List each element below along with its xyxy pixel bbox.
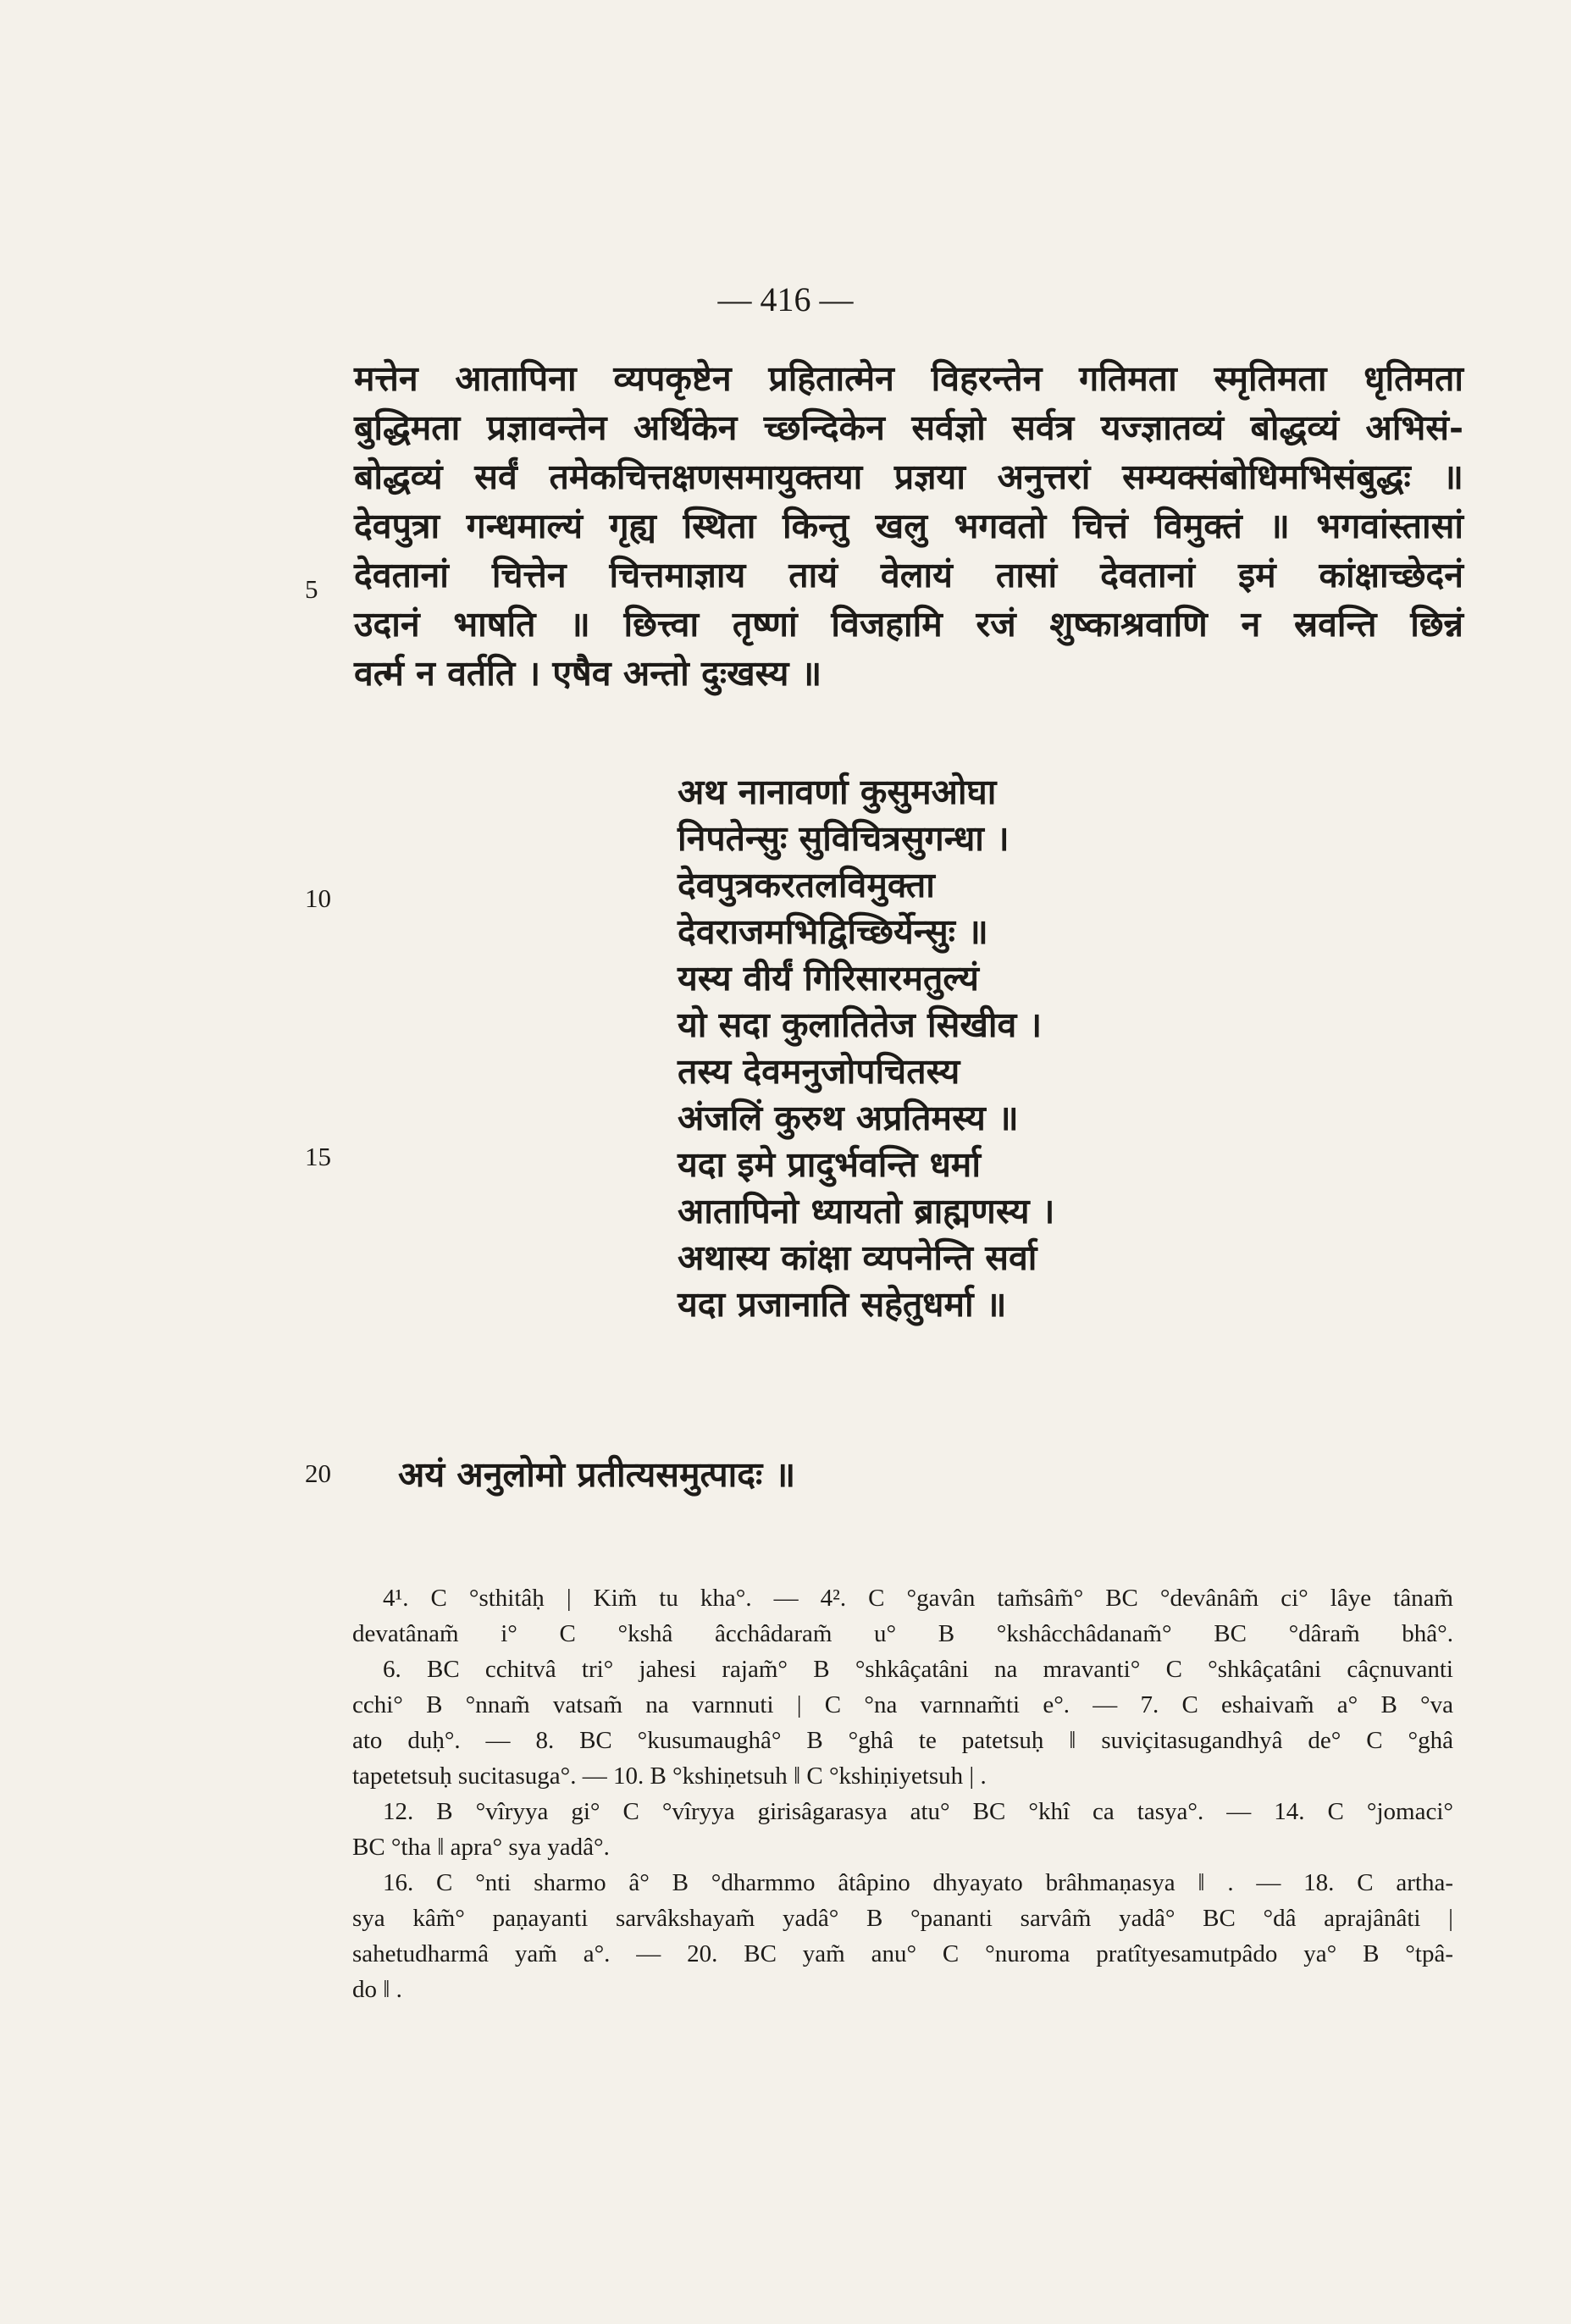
prose-line: बुद्धिमता प्रज्ञावन्तेन अर्थिकेन च्छन्दिकेन सर्वज्ञो सर्वत्र यज्ज्ञातव्यं बोद्धव्यं अभिसं- [354, 407, 1463, 448]
footnote-line: ato duḥ°. — 8. BC °kusumaughâ° B °ghâ te patetsuḥ ‖ suviçitasugandhyâ de° C °ghâ [352, 1727, 1453, 1754]
verse-line: देवपुत्रकरतलविमुक्ता [678, 865, 935, 905]
footnote-line: sya kâm̃° paṇayanti sarvâkshayam̃ yadâ° B °pananti sarvâm̃ yadâ° BC °dâ aprajânâti | [352, 1905, 1453, 1932]
prose-line: वर्त्म न वर्तति । एषैव अन्तो दुःखस्य ॥ [354, 653, 822, 694]
verse-block [678, 769, 1152, 1328]
footnote-line: 12. B °vîryya gi° C °vîryya girisâgarasya atu° BC °khî ca tasya°. — 14. C °jomaci° [383, 1798, 1453, 1825]
footnote-line: sahetudharmâ yam̃ a°. — 20. BC yam̃ anu° C °nuroma pratîtyesamutpâdo ya° B °tpâ- [352, 1940, 1453, 1967]
prose-line: उदानं भाषति ॥ छित्त्वा तृष्णां विजहामि रजं शुष्काश्रवाणि न स्रवन्ति छिन्नं [354, 604, 1463, 645]
footnote-line: BC °tha ‖ apra° sya yadâ°. [352, 1834, 610, 1861]
verse-line: तस्य देवमनुजोपचितस्य [678, 1051, 960, 1092]
footnote-line: 16. C °nti sharmo â° B °dharmmo âtâpino dhyayato brâhmaṇasya ‖ . — 18. C artha- [383, 1869, 1453, 1896]
footnote-line: tapetetsuḥ sucitasuga°. — 10. B °kshiṇetsuh ‖ C °kshiṇiyetsuh | . [352, 1762, 987, 1790]
prose-line: मत्तेन आतापिना व्यपकृष्टेन प्रहितात्मेन विहरन्तेन गतिमता स्मृतिमता धृतिमता [354, 358, 1463, 399]
verse-line: यो सदा कुलातितेज सिखीव । [678, 1004, 1043, 1045]
line-number: 20 [305, 1458, 331, 1488]
prose-paragraph [354, 354, 1463, 698]
prose-line: देवतानां चित्तेन चित्तमाज्ञाय तायं वेलायं तासां देवतानां इमं कांक्षाच्छेदनं [354, 555, 1463, 595]
line-number: 5 [305, 574, 318, 604]
verse-line: अथ नानावर्णा कुसुमओघा [678, 772, 997, 812]
verse-line: अंजलिं कुरुथ अप्रतिमस्य ॥ [678, 1098, 1019, 1138]
prose-line: देवपुत्रा गन्धमाल्यं गृह्य स्थिता किन्तु खलु भगवतो चित्तं विमुक्तं ॥ भगवांस्तासां [354, 506, 1463, 546]
verse-line: यस्य वीर्यं गिरिसारमतुल्यं [678, 958, 979, 999]
footnote-line: devatânam̃ i° C °kshâ âcchâdaram̃ u° B °kshâcchâdanam̃° BC °dâram̃ bhâ°. [352, 1620, 1453, 1647]
verse-line: यदा इमे प्रादुर्भवन्ति धर्मा [678, 1144, 981, 1185]
prose-line: बोद्धव्यं सर्वं तमेकचित्तक्षणसमायुक्तया प्रज्ञया अनुत्तरां सम्यक्संबोधिमभिसंबुद्धः ॥ [354, 456, 1463, 497]
verse-line: देवराजमभिद्विच्छिर्येन्सुः ॥ [678, 911, 988, 952]
page-number: — 416 — [717, 280, 854, 318]
footnote-line: 4¹. C °sthitâḥ | Kim̃ tu kha°. — 4². C °gavân tam̃sâm̃° BC °devânâm̃ ci° lâye tânam̃ [383, 1585, 1453, 1612]
footnote-line: cchi° B °nnam̃ vatsam̃ na varnnuti | C °na varnnam̃ti e°. — 7. C eshaivam̃ a° B °va [352, 1691, 1453, 1718]
footnote-line: 6. BC cchitvâ tri° jahesi rajam̃° B °shkâçatâni na mravanti° C °shkâçatâni câçnuvanti [383, 1656, 1453, 1683]
closing-line: अयं अनुलोमो प्रतीत्यसमुत्पादः ॥ [398, 1454, 796, 1495]
footnotes [352, 1580, 1453, 2007]
verse-line: आतापिनो ध्यायतो ब्राह्मणस्य । [678, 1191, 1055, 1231]
verse-line: अथास्य कांक्षा व्यपनेन्ति सर्वा [678, 1237, 1037, 1278]
footnote-line: do ‖ . [352, 1976, 402, 2003]
line-number: 15 [305, 1142, 331, 1171]
verse-line: निपतेन्सुः सुविचित्रसुगन्धा । [678, 818, 1010, 859]
line-number: 10 [305, 883, 331, 913]
verse-line: यदा प्रजानाति सहेतुधर्मा ॥ [678, 1284, 1007, 1325]
